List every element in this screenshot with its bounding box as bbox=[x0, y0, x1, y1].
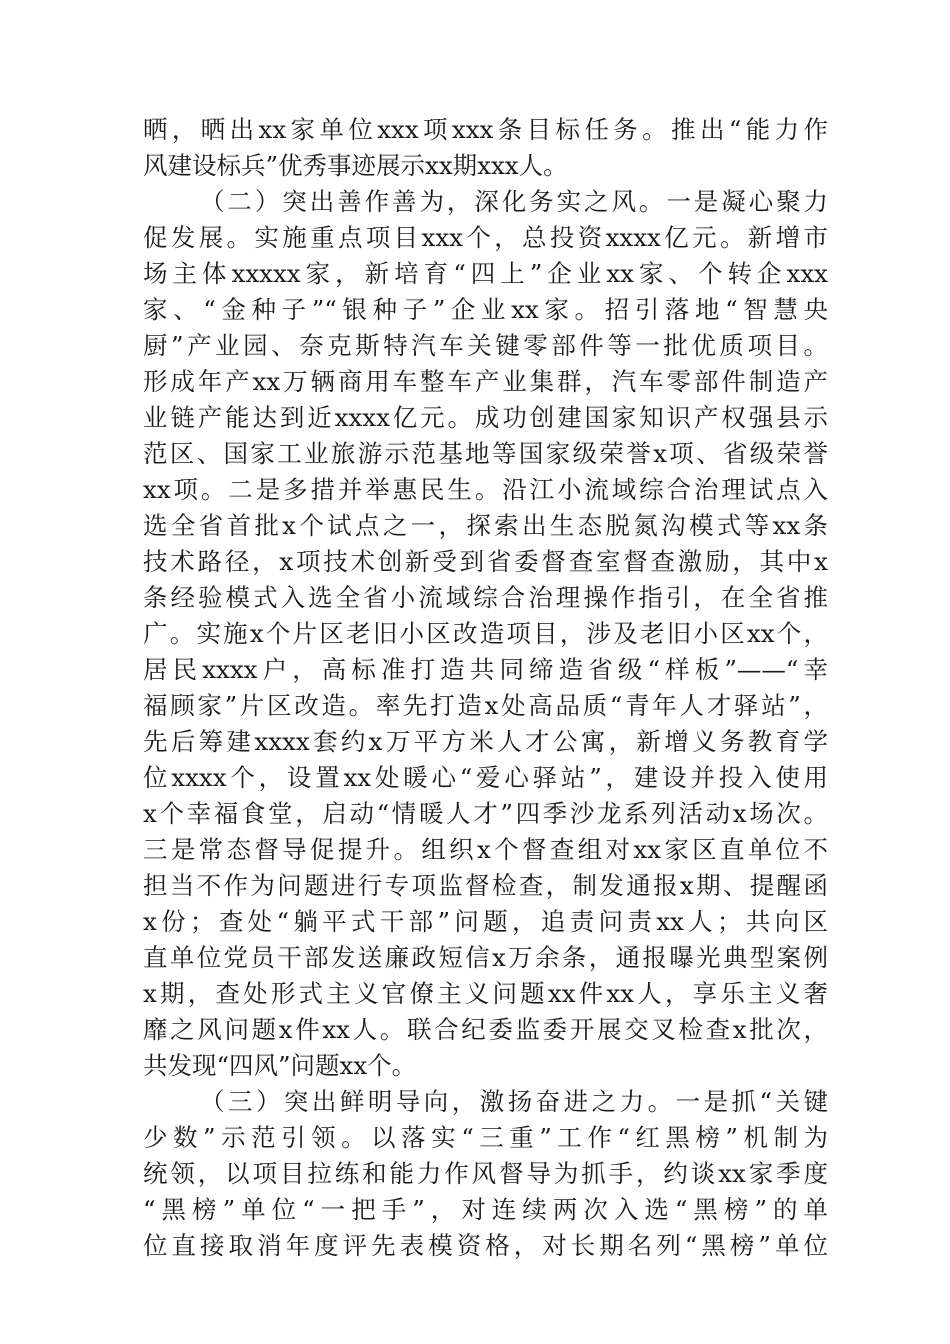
text-line: “黑榜”单位“一把手”，对连续两次入选“黑榜”的单 bbox=[143, 1195, 828, 1224]
text-line: 晒，晒出xx家单位xxx项xxx条目标任务。推出“能力作 bbox=[143, 115, 828, 144]
text-line: 担当不作为问题进行专项监督检查，制发通报x期、提醒函 bbox=[143, 871, 828, 900]
text-line: 位直接取消年度评先表模资格，对长期名列“黑榜”单位 bbox=[143, 1231, 828, 1260]
text-line: 条经验模式入选全省小流域综合治理操作指引，在全省推 bbox=[143, 583, 828, 612]
text-line: 居民xxxx户，高标准打造共同缔造省级“样板”——“幸 bbox=[143, 655, 828, 684]
text-line: 福顾家”片区改造。率先打造x处高品质“青年人才驿站”， bbox=[143, 691, 828, 720]
section-heading-line: （二）突出善作善为，深化务实之风。一是凝心聚力 bbox=[200, 187, 828, 216]
text-line: 直单位党员干部发送廉政短信x万余条，通报曝光典型案例 bbox=[143, 943, 828, 972]
text-line: 位xxxx个，设置xx处暖心“爱心驿站”，建设并投入使用 bbox=[143, 763, 828, 792]
text-line: 共发现“四风”问题xx个。 bbox=[143, 1051, 417, 1080]
text-line: 三是常态督导促提升。组织x个督查组对xx家区直单位不 bbox=[143, 835, 828, 864]
text-line: 家、“金种子”“银种子”企业xx家。招引落地“智慧央 bbox=[143, 295, 828, 324]
text-line: 先后筹建xxxx套约x万平方米人才公寓，新增义务教育学 bbox=[143, 727, 828, 756]
text-line: 统领，以项目拉练和能力作风督导为抓手，约谈xx家季度 bbox=[143, 1159, 828, 1188]
text-line: x份；查处“躺平式干部”问题，追责问责xx人；共向区 bbox=[143, 907, 828, 936]
text-line: 广。实施x个片区老旧小区改造项目，涉及老旧小区xx个， bbox=[143, 619, 828, 648]
text-line: 业链产能达到近xxxx亿元。成功创建国家知识产权强县示 bbox=[143, 403, 828, 432]
text-line: 风建设标兵”优秀事迹展示xx期xxx人。 bbox=[143, 151, 568, 180]
text-line: xx项。二是多措并举惠民生。沿江小流域综合治理试点入 bbox=[143, 475, 828, 504]
text-line: 场主体xxxxx家，新培育“四上”企业xx家、个转企xxx bbox=[143, 259, 828, 288]
text-line: 选全省首批x个试点之一，探索出生态脱氮沟模式等xx条 bbox=[143, 511, 828, 540]
text-line: 靡之风问题x件xx人。联合纪委监委开展交叉检查x批次， bbox=[143, 1015, 828, 1044]
text-line: x期，查处形式主义官僚主义问题xx件xx人，享乐主义奢 bbox=[143, 979, 828, 1008]
body-text bbox=[143, 112, 828, 1264]
section-heading-line: （三）突出鲜明导向，激扬奋进之力。一是抓“关键 bbox=[200, 1087, 828, 1116]
text-line: 厨”产业园、奈克斯特汽车关键零部件等一批优质项目。 bbox=[143, 331, 828, 360]
text-line: 促发展。实施重点项目xxx个，总投资xxxx亿元。新增市 bbox=[143, 223, 828, 252]
text-line: 技术路径，x项技术创新受到省委督查室督查激励，其中x bbox=[143, 547, 828, 576]
text-line: 形成年产xx万辆商用车整车产业集群，汽车零部件制造产 bbox=[143, 367, 828, 396]
text-line: x个幸福食堂，启动“情暖人才”四季沙龙系列活动x场次。 bbox=[143, 799, 828, 828]
text-line: 范区、国家工业旅游示范基地等国家级荣誉x项、省级荣誉 bbox=[143, 439, 828, 468]
text-line: 少数”示范引领。以落实“三重”工作“红黑榜”机制为 bbox=[143, 1123, 828, 1152]
